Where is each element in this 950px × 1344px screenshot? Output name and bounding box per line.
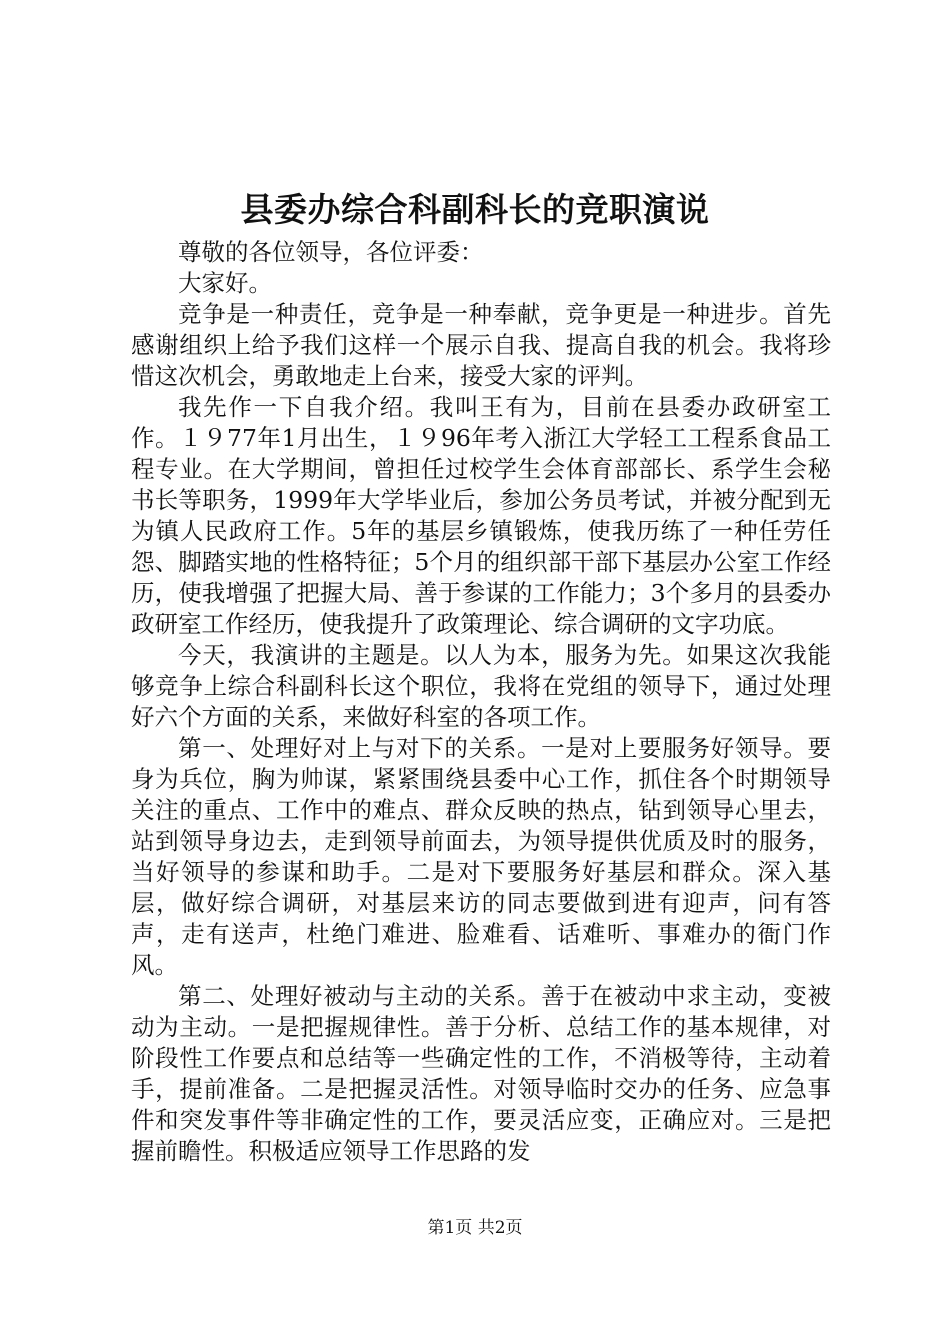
- body-paragraph: 竞争是一种责任，竞争是一种奉献，竞争更是一种进步。首先感谢组织上给予我们这样一个展示自我、提高自我的机会。我将珍惜这次机会，勇敢地走上台来，接受大家的评判。: [131, 300, 831, 390]
- page-footer: 第1页 共2页: [427, 1218, 523, 1238]
- salutation-paragraph: 尊敬的各位领导，各位评委：: [178, 238, 484, 266]
- document-body: [131, 237, 831, 1167]
- body-paragraph: 第二、处理好被动与主动的关系。善于在被动中求主动，变被动为主动。一是把握规律性。善于分析、总结工作的基本规律，对阶段性工作要点和总结等一些确定性的工作，不消极等待，主动着手，提前准备。二是把握灵活性。对领导临时交办的任务、应急事件和突发事件等非确定性的工作，要灵活应变，正确应对。三是把握前瞻性。积极适应领导工作思路的发: [131, 982, 831, 1165]
- body-paragraph: 今天，我演讲的主题是。以人为本，服务为先。如果这次我能够竞争上综合科副科长这个职位，我将在党组的领导下，通过处理好六个方面的关系，来做好科室的各项工作。: [131, 641, 831, 731]
- body-paragraph: 我先作一下自我介绍。我叫王有为，目前在县委办政研室工作。１９77年1月出生，１９96年考入浙江大学轻工工程系食品工程专业。在大学期间，曾担任过校学生会体育部部长、系学生会秘书长等职务，1999年大学毕业后，参加公务员考试，并被分配到无为镇人民政府工作。5年的基层乡镇锻炼，使我历练了一种任劳任怨、脚踏实地的性格特征；5个月的组织部干部下基层办公室工作经历，使我增强了把握大局、善于参谋的工作能力；3个多月的县委办政研室工作经历，使我提升了政策理论、综合调研的文字功底。: [131, 393, 831, 638]
- document-title: 县委办综合科副科长的竞职演说: [240, 190, 710, 229]
- greeting-paragraph: 大家好。: [178, 269, 272, 297]
- body-paragraph: 第一、处理好对上与对下的关系。一是对上要服务好领导。要身为兵位，胸为帅谋，紧紧围绕县委中心工作，抓住各个时期领导关注的重点、工作中的难点、群众反映的热点，钻到领导心里去，站到领导身边去，走到领导前面去，为领导提供优质及时的服务，当好领导的参谋和助手。二是对下要服务好基层和群众。深入基层，做好综合调研，对基层来访的同志要做到进有迎声，问有答声，走有送声，杜绝门难进、脸难看、话难听、事难办的衙门作风。: [131, 734, 831, 979]
